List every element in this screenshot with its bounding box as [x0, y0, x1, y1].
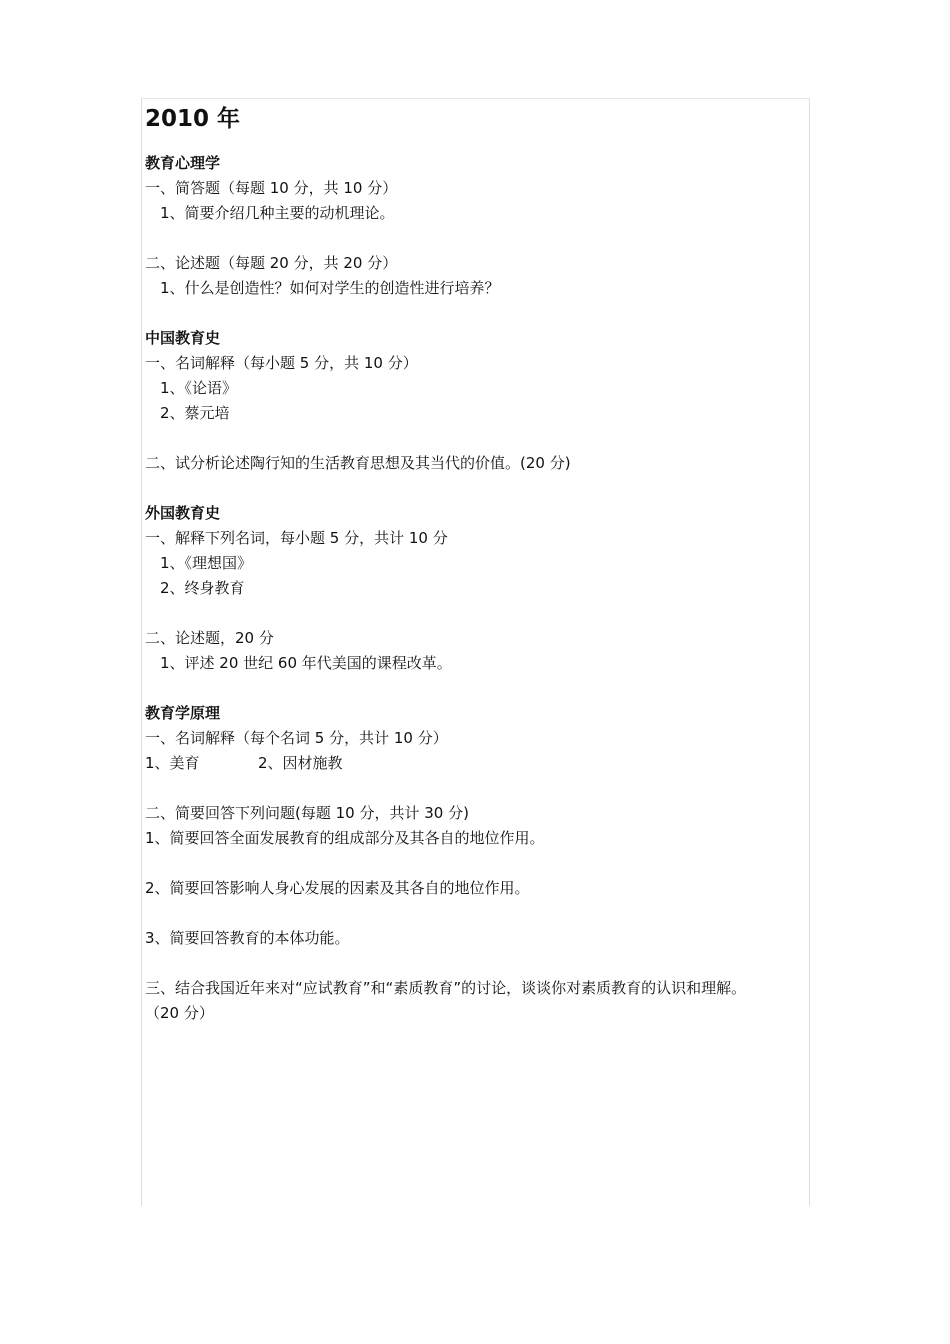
question-title: 一、名词解释（每小题 5 分，共 10 分）: [145, 354, 418, 372]
question-title: 一、解释下列名词，每小题 5 分，共计 10 分: [145, 529, 448, 547]
question-item: 1、简要介绍几种主要的动机理论。: [160, 204, 395, 222]
question-items-row: [145, 751, 810, 776]
question-title: 二、简要回答下列问题(每题 10 分，共计 30 分): [145, 804, 469, 822]
year-title: 2010 年: [145, 106, 241, 132]
question-item: 1、什么是创造性？如何对学生的创造性进行培养？: [160, 279, 500, 297]
question-item: 1、《论语》: [160, 379, 238, 397]
question-item: 1、简要回答全面发展教育的组成部分及其各自的地位作用。: [145, 829, 545, 847]
question-title: 二、论述题（每题 20 分，共 20 分）: [145, 254, 398, 272]
question-item: 2、简要回答影响人身心发展的因素及其各自的地位作用。: [145, 879, 530, 897]
question-item: 2、因材施教: [258, 754, 343, 772]
question-title: 二、论述题，20 分: [145, 629, 274, 647]
question-title: 一、名词解释（每个名词 5 分，共计 10 分）: [145, 729, 448, 747]
section-heading-foreign-education-history: 外国教育史: [145, 504, 221, 522]
question-item: 3、简要回答教育的本体功能。: [145, 929, 350, 947]
question-item: 1、评述 20 世纪 60 年代美国的课程改革。: [160, 654, 452, 672]
section-heading-chinese-education-history: 中国教育史: [145, 329, 221, 347]
section-heading-education-principles: 教育学原理: [145, 704, 221, 722]
question-item: 2、蔡元培: [160, 404, 230, 422]
document-content: [145, 100, 810, 1026]
question-score: （20 分）: [145, 1004, 214, 1022]
question-title: 一、简答题（每题 10 分，共 10 分）: [145, 179, 398, 197]
question-item: 1、《理想国》: [160, 554, 253, 572]
question-title: 二、试分析论述陶行知的生活教育思想及其当代的价值。(20 分): [145, 454, 571, 472]
question-title: 三、结合我国近年来对“应试教育”和“素质教育”的讨论，谈谈你对素质教育的认识和理解。: [145, 979, 747, 997]
section-heading-educational-psychology: 教育心理学: [145, 154, 221, 172]
question-item: 2、终身教育: [160, 579, 245, 597]
question-item: 1、美育: [145, 754, 200, 772]
